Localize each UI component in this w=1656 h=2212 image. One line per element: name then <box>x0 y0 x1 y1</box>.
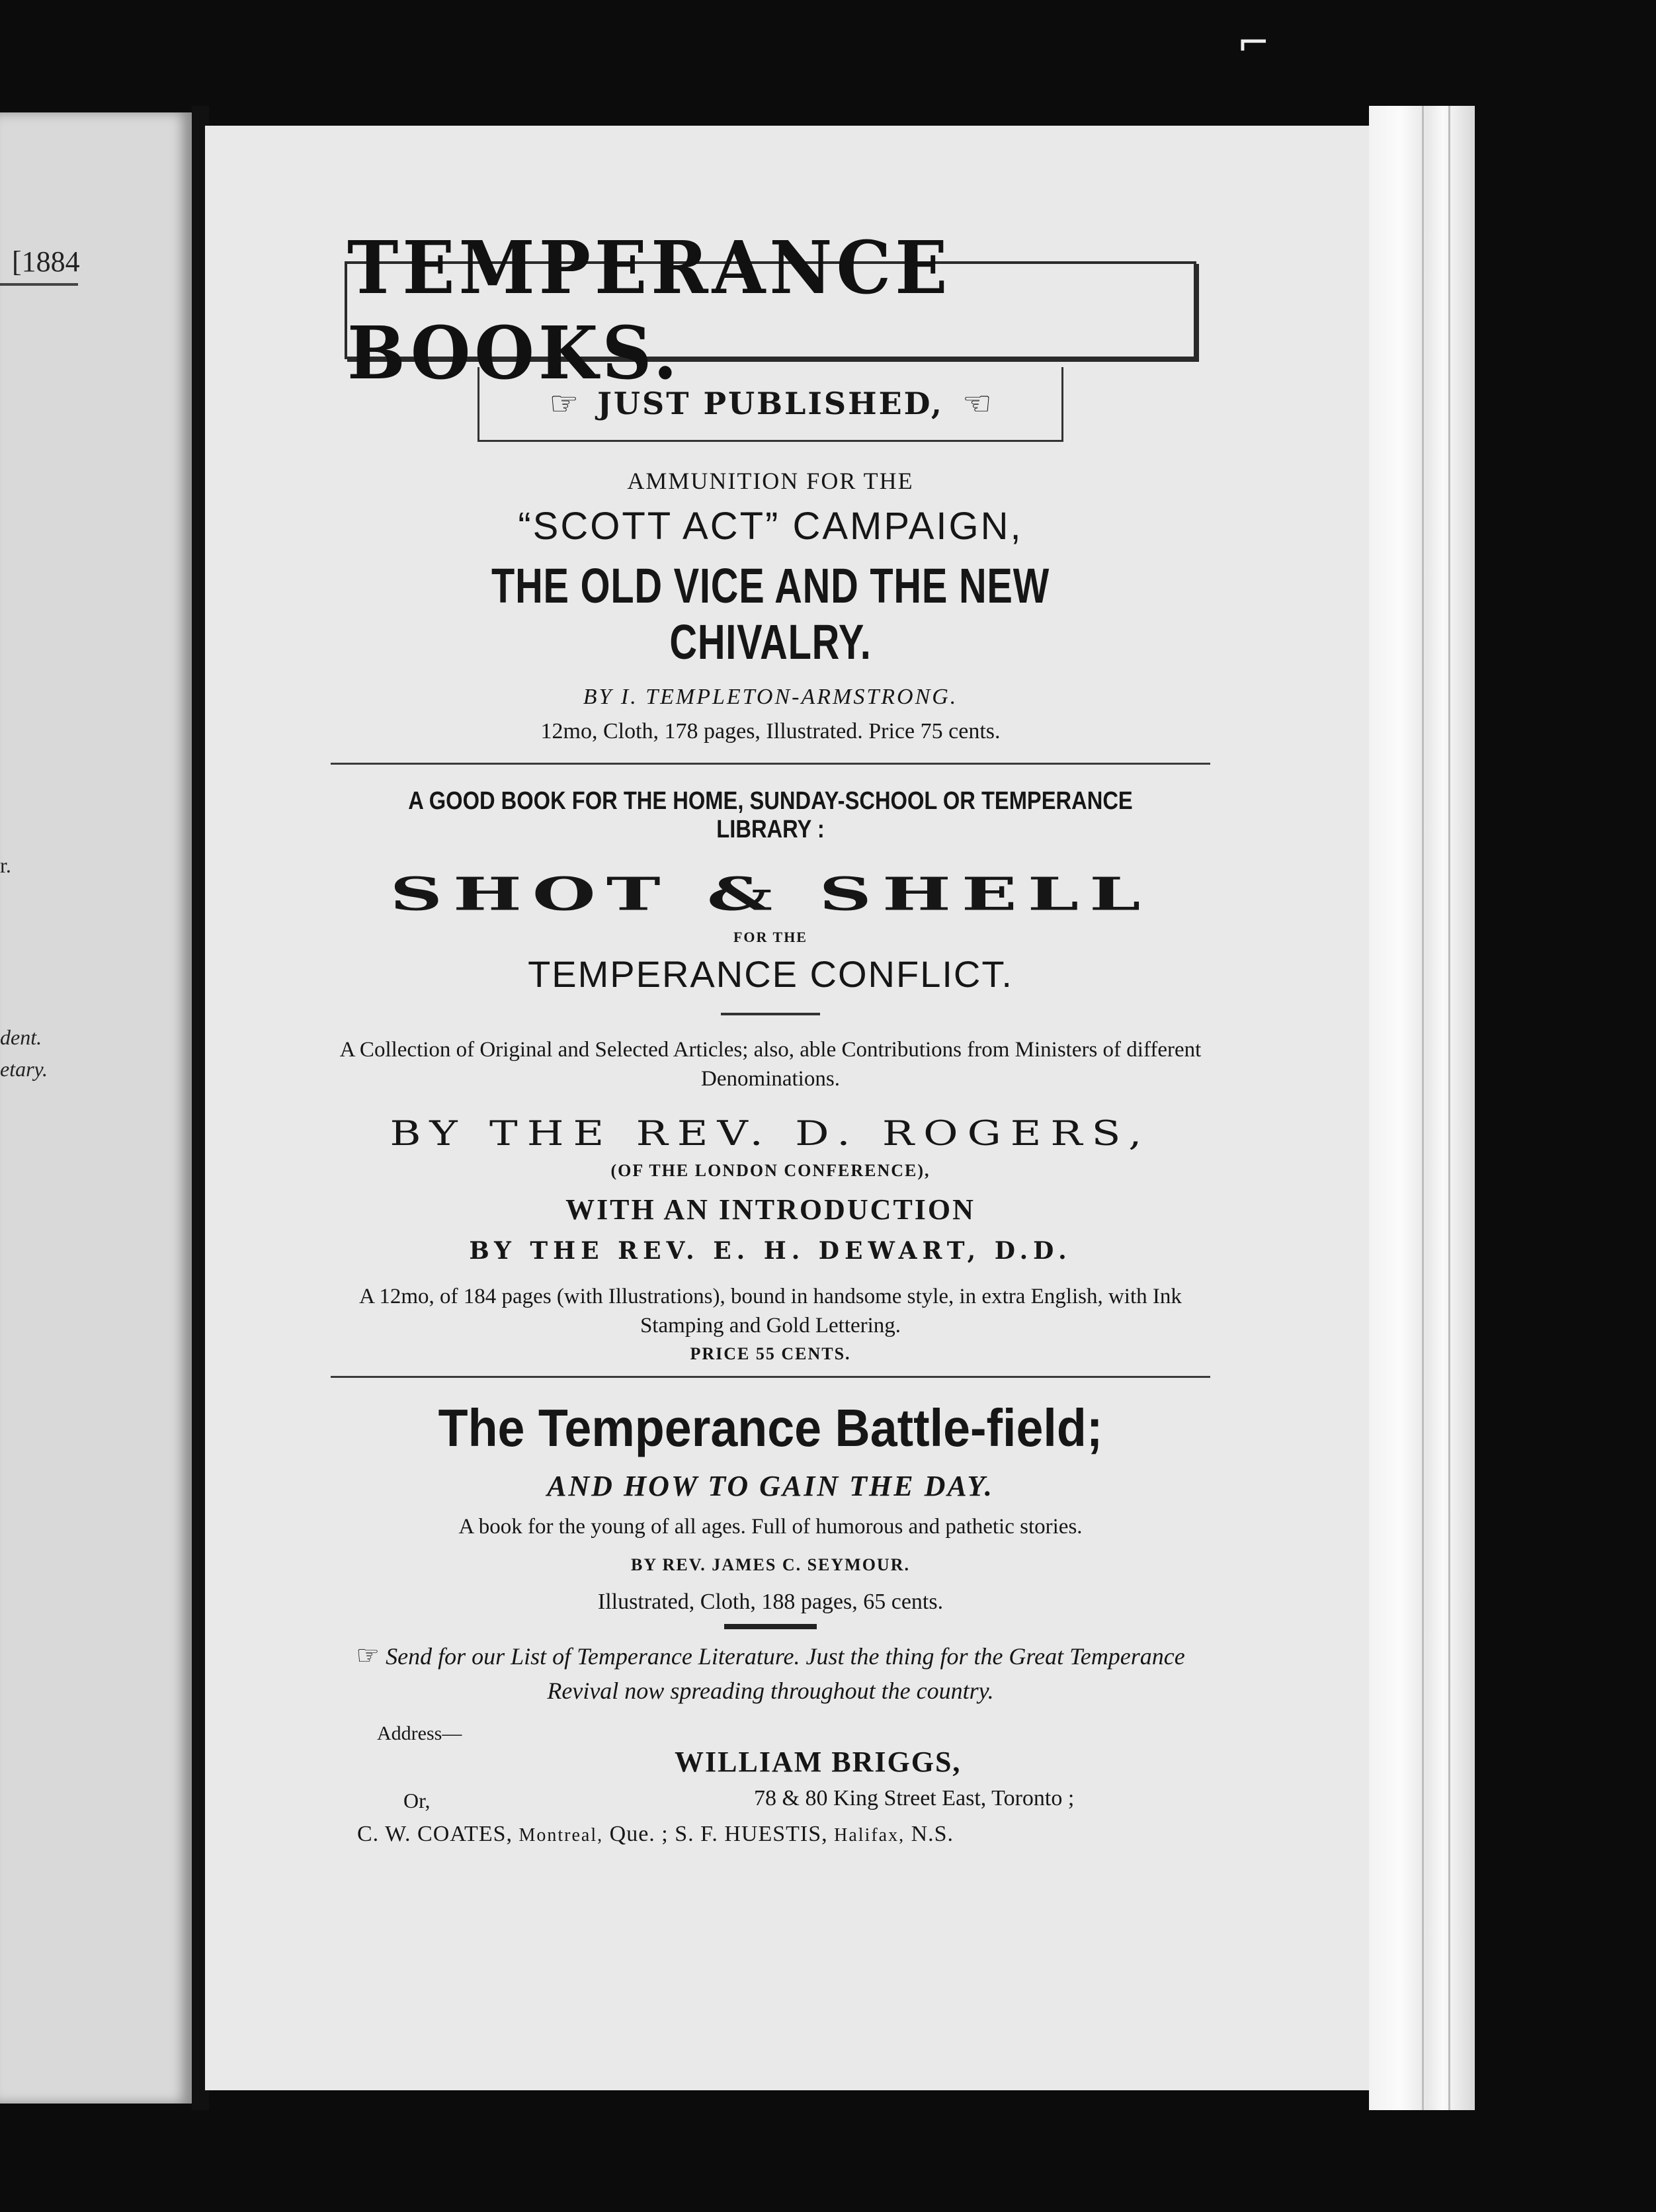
book2-description: A Collection of Original and Selected Articles; also, able Contributions from Ministers of different Denominations. <box>339 1038 1202 1091</box>
book1-line1: AMMUNITION FOR THE <box>627 468 914 494</box>
left-page-year: [1884 <box>12 245 80 278</box>
coates-city: Montreal, <box>518 1825 604 1846</box>
book3-details: Illustrated, Cloth, 188 pages, 65 cents. <box>597 1590 944 1614</box>
book3-title: The Temperance Battle-field; <box>438 1398 1103 1457</box>
huestis-city: Halifax, <box>834 1825 905 1846</box>
just-published-label: JUST PUBLISHED, <box>597 386 944 421</box>
book2-intro: WITH AN INTRODUCTION <box>565 1193 975 1226</box>
book3-description: A book for the young of all ages. Full of humorous and pathetic stories. <box>458 1515 1083 1539</box>
pointing-hand-icon: ☞ <box>356 1640 380 1671</box>
pointing-hand-left-icon: ☜ <box>962 384 992 423</box>
or-label: Or, <box>403 1789 431 1812</box>
book2-intro-by: BY THE REV. E. H. DEWART, D.D. <box>469 1237 1072 1265</box>
ad-title: TEMPERANCE BOOKS. <box>347 224 952 396</box>
book2-for-the: FOR THE <box>733 929 807 945</box>
publisher-street: 78 & 80 King Street East, Toronto ; <box>754 1786 1075 1810</box>
book2-tagline: A GOOD BOOK FOR THE HOME, SUNDAY-SCHOOL OR TEMPERANCE LIBRARY : <box>408 787 1133 843</box>
address-label: Address— <box>377 1723 462 1744</box>
book2-title: SHOT & SHELL <box>390 867 1151 921</box>
book1-author: BY I. TEMPLETON-ARMSTRONG. <box>583 685 958 709</box>
book2-author: BY THE REV. D. ROGERS, <box>390 1114 1151 1154</box>
thick-divider <box>724 1624 817 1629</box>
scan-artifact-mark: ⌐ <box>1237 20 1270 66</box>
send-note <box>331 1638 1210 1708</box>
title-box <box>345 224 1196 396</box>
huestis-name: S. F. HUESTIS, <box>675 1822 828 1846</box>
huestis-province: N.S. <box>911 1822 954 1846</box>
section-divider <box>331 1376 1210 1378</box>
book3-subtitle: AND HOW TO GAIN THE DAY. <box>547 1470 994 1502</box>
book2-details: A 12mo, of 184 pages (with Illustrations), bound in handsome style, in extra English, with Ink Stamping and Gold Lettering. <box>359 1285 1182 1338</box>
publisher-name: WILLIAM BRIGGS, <box>675 1746 962 1778</box>
left-page-rule <box>0 283 78 286</box>
coates-name: C. W. COATES, <box>357 1822 513 1846</box>
short-divider <box>721 1013 820 1015</box>
agents-line <box>357 1822 954 1847</box>
section-divider <box>331 763 1210 765</box>
left-page-fragment-3: etary. <box>0 1057 48 1081</box>
book1-title: THE OLD VICE AND THE NEW CHIVALRY. <box>491 558 1050 669</box>
book1-line2: “SCOTT ACT” CAMPAIGN, <box>518 505 1023 548</box>
page-edge-line <box>1422 106 1424 2110</box>
book2-price: PRICE 55 CENTS. <box>690 1344 851 1363</box>
advertisement <box>331 224 1210 1880</box>
left-page-fragment-1: r. <box>0 853 11 877</box>
coates-province: Que. ; <box>609 1822 669 1846</box>
pointing-hand-right-icon: ☞ <box>549 384 579 423</box>
left-page-fragment-2: dent. <box>0 1025 42 1049</box>
book2-subtitle: TEMPERANCE CONFLICT. <box>528 953 1013 995</box>
address-block <box>331 1708 1210 1880</box>
book1-details: 12mo, Cloth, 178 pages, Illustrated. Price 75 cents. <box>540 719 1001 744</box>
page-edge-line <box>1448 106 1450 2110</box>
book3-author: BY REV. JAMES C. SEYMOUR. <box>631 1555 910 1574</box>
book2-conference: (OF THE LONDON CONFERENCE), <box>610 1161 931 1180</box>
left-page-fragment <box>0 112 192 2104</box>
send-note-text: Send for our List of Temperance Literature. Just the thing for the Great Temperance Revival now spreading throughout the country. <box>386 1643 1185 1704</box>
